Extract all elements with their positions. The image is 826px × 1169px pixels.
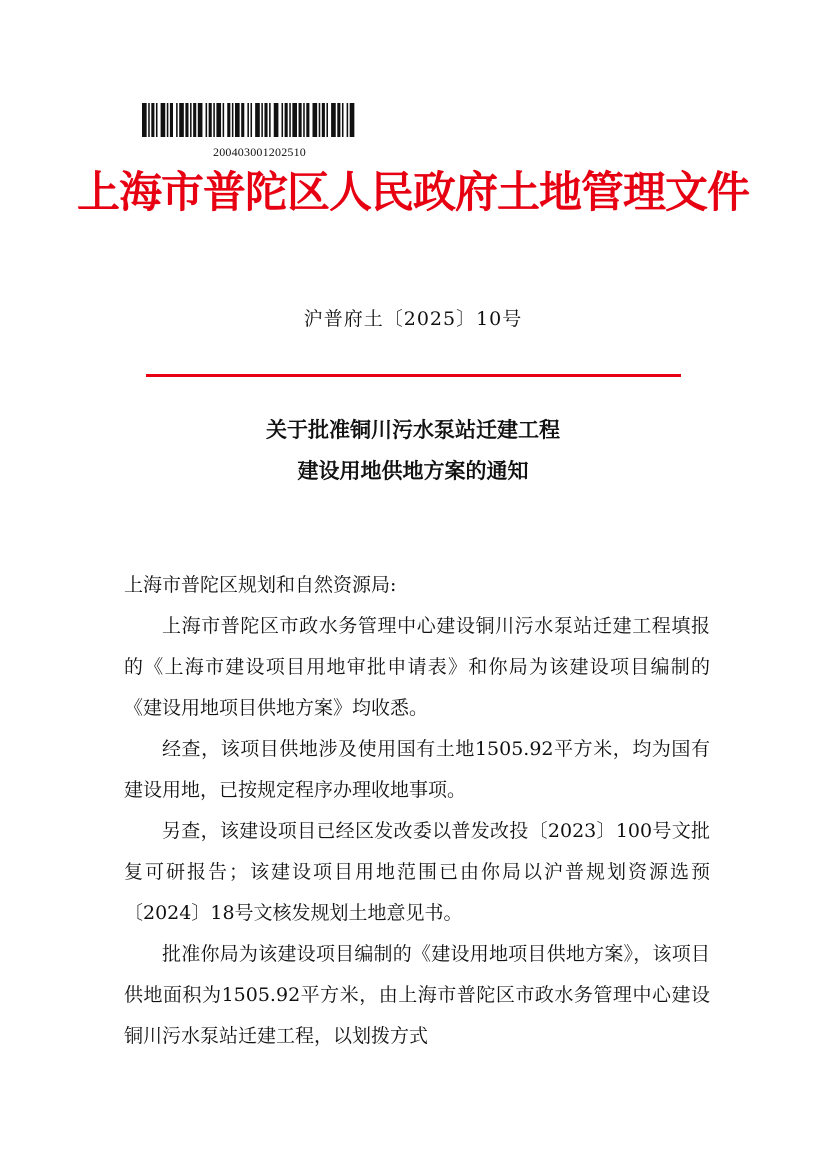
barcode-number: 200403001202510 <box>213 145 306 159</box>
document-number: 沪普府土〔2025〕10号 <box>303 308 523 330</box>
body-paragraph: 经查，该项目供地涉及使用国有土地1505.92平方米，均为国有建设用地，已按规定程序办理收地事项。 <box>124 738 710 801</box>
document-body <box>124 565 710 1057</box>
body-paragraph: 另查，该建设项目已经区发改委以普发改投〔2023〕100号文批复可研报告；该建设项目用地范围已由你局以沪普规划资源选预〔2024〕18号文核发规划土地意见书。 <box>124 820 710 924</box>
masthead-title: 上海市普陀区人民政府土地管理文件 <box>77 168 749 218</box>
document-title-line-1: 关于批准铜川污水泵站迁建工程 <box>266 418 560 442</box>
body-paragraph: 上海市普陀区市政水务管理中心建设铜川污水泵站迁建工程填报的《上海市建设项目用地审批申请表》和你局为该建设项目编制的《建设用地项目供地方案》均收悉。 <box>124 615 710 719</box>
salutation: 上海市普陀区规划和自然资源局: <box>124 574 397 596</box>
document-title-line-2: 建设用地供地方案的通知 <box>297 459 529 483</box>
body-paragraph: 批准你局为该建设项目编制的《建设用地项目供地方案》，该项目供地面积为1505.92平方米，由上海市普陀区市政水务管理中心建设铜川污水泵站迁建工程，以划拨方式 <box>124 943 710 1047</box>
red-divider <box>146 374 681 377</box>
barcode-icon <box>142 103 424 137</box>
